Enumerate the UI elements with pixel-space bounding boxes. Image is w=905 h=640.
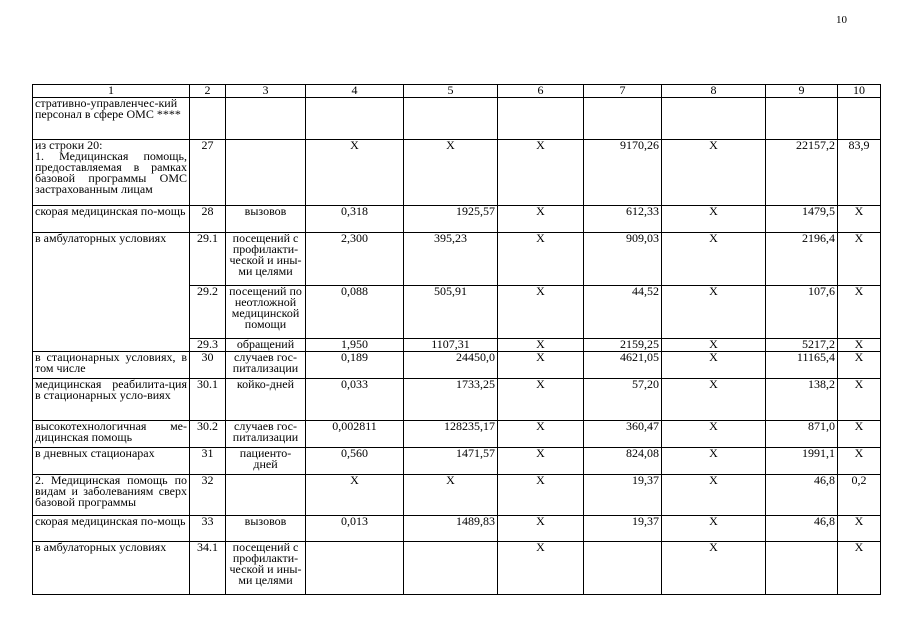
value-cell: X (662, 516, 766, 542)
row-number: 34.1 (190, 542, 226, 595)
value-cell: X (498, 206, 584, 233)
row-label: медицинская реабилита-ция в стационарных усло-виях (33, 379, 190, 421)
table-row (33, 379, 881, 421)
row-number: 33 (190, 516, 226, 542)
value-cell: X (662, 233, 766, 286)
value-cell (404, 542, 498, 595)
row-label: в стационарных условиях, в том числе (33, 352, 190, 379)
table-row (33, 352, 881, 379)
value-cell: X (838, 352, 881, 379)
row-label: скорая медицинская по-мощь (33, 516, 190, 542)
value-cell: 57,20 (584, 379, 662, 421)
row-label: 2. Медицинская помощь по видам и заболеваниям сверх базовой программы (33, 475, 190, 516)
row-number: 29.1 (190, 233, 226, 286)
unit-cell: посещений с профилакти-ческой и ины-ми целями (226, 233, 306, 286)
value-cell: 24450,0 (404, 352, 498, 379)
value-cell: 9170,26 (584, 140, 662, 206)
value-cell: X (662, 542, 766, 595)
col-header-9: 9 (766, 85, 838, 98)
value-cell (662, 98, 766, 140)
unit-cell: вызовов (226, 206, 306, 233)
value-cell: X (662, 475, 766, 516)
unit-cell: посещений с профилакти-ческой и ины-ми целями (226, 542, 306, 595)
value-cell: X (662, 379, 766, 421)
value-cell (306, 98, 404, 140)
value-cell: 1733,25 (404, 379, 498, 421)
col-header-10: 10 (838, 85, 881, 98)
value-cell: X (662, 206, 766, 233)
value-cell: X (838, 286, 881, 339)
row-label: высокотехнологичная ме-дицинская помощь (33, 421, 190, 448)
row-label: в амбулаторных условиях (33, 233, 190, 352)
value-cell: X (838, 206, 881, 233)
page-number: 10 (836, 14, 847, 26)
row-number: 30.1 (190, 379, 226, 421)
unit-cell: случаев гос-питализации (226, 421, 306, 448)
value-cell: X (662, 140, 766, 206)
value-cell: 2196,4 (766, 233, 838, 286)
table-row (33, 140, 881, 206)
table-row (33, 448, 881, 475)
value-cell: 0,189 (306, 352, 404, 379)
value-cell: 4621,05 (584, 352, 662, 379)
value-cell: X (662, 286, 766, 339)
value-cell: 1479,5 (766, 206, 838, 233)
value-cell: X (662, 352, 766, 379)
header-row (33, 85, 881, 98)
unit-cell (226, 475, 306, 516)
row-label: скорая медицинская по-мощь (33, 206, 190, 233)
value-cell: X (498, 475, 584, 516)
value-cell: 0,088 (306, 286, 404, 339)
value-cell: 11165,4 (766, 352, 838, 379)
value-cell: 2,300 (306, 233, 404, 286)
value-cell: X (498, 233, 584, 286)
value-cell: 0,033 (306, 379, 404, 421)
value-cell: 505,91 (404, 286, 498, 339)
row-label: в дневных стационарах (33, 448, 190, 475)
row-number: 31 (190, 448, 226, 475)
row-number (190, 98, 226, 140)
col-header-7: 7 (584, 85, 662, 98)
value-cell: X (838, 421, 881, 448)
col-header-6: 6 (498, 85, 584, 98)
value-cell (766, 98, 838, 140)
value-cell: 107,6 (766, 286, 838, 339)
table-row (33, 516, 881, 542)
value-cell: X (662, 448, 766, 475)
value-cell (498, 98, 584, 140)
unit-cell: вызовов (226, 516, 306, 542)
value-cell (584, 98, 662, 140)
value-cell: 19,37 (584, 516, 662, 542)
row-number: 29.3 (190, 339, 226, 352)
unit-cell: койко-дней (226, 379, 306, 421)
value-cell: 360,47 (584, 421, 662, 448)
unit-cell: посещений по неотложной медицинской помощи (226, 286, 306, 339)
unit-cell (226, 98, 306, 140)
value-cell: X (498, 379, 584, 421)
value-cell: 0,002811 (306, 421, 404, 448)
value-cell: X (838, 542, 881, 595)
value-cell: 138,2 (766, 379, 838, 421)
table-row (33, 421, 881, 448)
value-cell: 1991,1 (766, 448, 838, 475)
value-cell: 22157,2 (766, 140, 838, 206)
row-label: в амбулаторных условиях (33, 542, 190, 595)
financing-table (32, 84, 881, 595)
value-cell: X (662, 421, 766, 448)
value-cell: X (838, 339, 881, 352)
value-cell: 0,013 (306, 516, 404, 542)
col-header-1: 1 (33, 85, 190, 98)
value-cell: X (498, 542, 584, 595)
value-cell: 19,37 (584, 475, 662, 516)
row-label: из строки 20: 1. Медицинская помощь, предоставляемая в рамках базовой программы ОМС застрахованным лицам (33, 140, 190, 206)
value-cell: X (306, 475, 404, 516)
value-cell (838, 98, 881, 140)
row-number: 32 (190, 475, 226, 516)
value-cell: 395,23 (404, 233, 498, 286)
unit-cell: пациенто-дней (226, 448, 306, 475)
col-header-2: 2 (190, 85, 226, 98)
value-cell: X (498, 421, 584, 448)
value-cell (766, 542, 838, 595)
value-cell: 871,0 (766, 421, 838, 448)
row-number: 28 (190, 206, 226, 233)
value-cell: X (662, 339, 766, 352)
col-header-3: 3 (226, 85, 306, 98)
row-number: 30.2 (190, 421, 226, 448)
value-cell: 0,560 (306, 448, 404, 475)
value-cell: X (838, 448, 881, 475)
table-row (33, 475, 881, 516)
col-header-5: 5 (404, 85, 498, 98)
row-number: 27 (190, 140, 226, 206)
value-cell: X (838, 516, 881, 542)
unit-cell: обращений (226, 339, 306, 352)
value-cell: X (498, 339, 584, 352)
value-cell: X (838, 379, 881, 421)
col-header-4: 4 (306, 85, 404, 98)
value-cell: 612,33 (584, 206, 662, 233)
value-cell: X (498, 352, 584, 379)
value-cell: 824,08 (584, 448, 662, 475)
table-row (33, 233, 881, 286)
value-cell: 1,950 (306, 339, 404, 352)
value-cell: 0,318 (306, 206, 404, 233)
value-cell: 0,2 (838, 475, 881, 516)
value-cell: X (498, 448, 584, 475)
value-cell: 83,9 (838, 140, 881, 206)
value-cell (584, 542, 662, 595)
unit-cell: случаев гос-питализации (226, 352, 306, 379)
value-cell: X (306, 140, 404, 206)
value-cell: X (404, 475, 498, 516)
value-cell: 909,03 (584, 233, 662, 286)
value-cell: X (498, 140, 584, 206)
table-row (33, 206, 881, 233)
value-cell: 46,8 (766, 475, 838, 516)
unit-cell (226, 140, 306, 206)
value-cell (306, 542, 404, 595)
value-cell: X (498, 516, 584, 542)
table-row (33, 98, 881, 140)
value-cell: 1925,57 (404, 206, 498, 233)
value-cell: 44,52 (584, 286, 662, 339)
value-cell (404, 98, 498, 140)
value-cell: X (498, 286, 584, 339)
row-label: стративно-управленчес-кий персонал в сфере ОМС **** (33, 98, 190, 140)
value-cell: 1489,83 (404, 516, 498, 542)
col-header-8: 8 (662, 85, 766, 98)
value-cell: 2159,25 (584, 339, 662, 352)
value-cell: 5217,2 (766, 339, 838, 352)
value-cell: X (838, 233, 881, 286)
row-number: 29.2 (190, 286, 226, 339)
row-number: 30 (190, 352, 226, 379)
value-cell: 1107,31 (404, 339, 498, 352)
value-cell: X (404, 140, 498, 206)
table-row (33, 542, 881, 595)
value-cell: 128235,17 (404, 421, 498, 448)
value-cell: 46,8 (766, 516, 838, 542)
value-cell: 1471,57 (404, 448, 498, 475)
